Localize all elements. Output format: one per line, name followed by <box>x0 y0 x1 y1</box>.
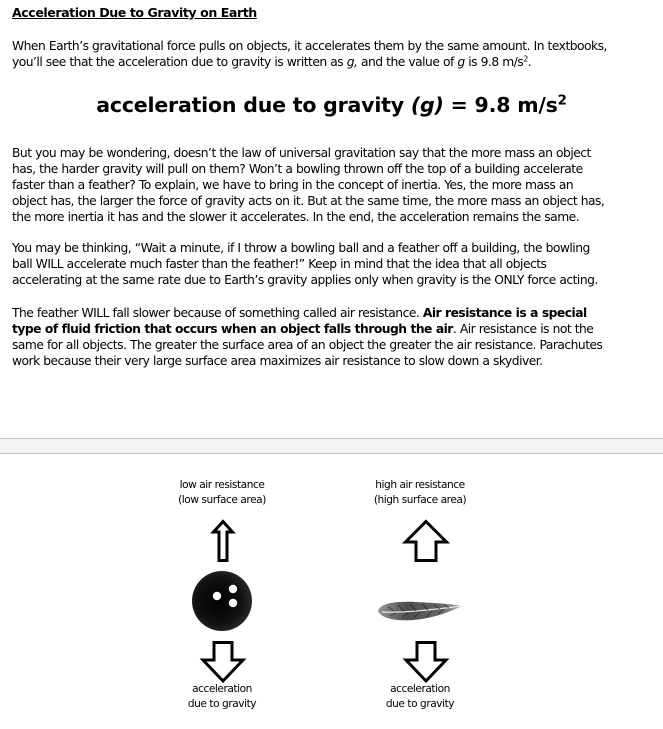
paragraph-line <box>12 54 657 70</box>
text-run: The feather WILL fall slower because of something called air resistance. <box>12 306 423 320</box>
label-line: due to gravity <box>385 698 455 710</box>
label-line: due to gravity <box>187 698 257 710</box>
label-line: acceleration <box>192 683 252 695</box>
high-air-resistance-label <box>360 478 480 508</box>
paragraph-line: You may be thinking, “Wait a minute, if I throw a bowling ball and a feather off a building, the bowling <box>12 241 590 255</box>
left-gravity-label <box>162 682 282 712</box>
page-break-separator <box>0 438 663 454</box>
formula-text: acceleration due to gravity <box>96 93 411 117</box>
text-run: is 9.8 m/s <box>464 55 524 69</box>
label-line: high air resistance <box>375 479 465 491</box>
right-gravity-label <box>360 682 480 712</box>
low-air-resistance-label <box>162 478 282 508</box>
paragraph-inertia <box>12 145 657 225</box>
left-down-arrow-icon <box>201 641 245 683</box>
formula-symbol: (g) <box>410 93 444 117</box>
paragraph-line: the more inertia it has and the slower it accelerates. In the end, the acceleration remains the same. <box>12 210 580 224</box>
large-up-arrow-icon <box>403 520 449 562</box>
gravity-formula <box>0 93 663 117</box>
bold-definition: Air resistance is a special <box>422 306 587 320</box>
paragraph-line: faster than a feather? To explain, we have to bring in the concept of inertia. Yes, the more mass an <box>12 178 574 192</box>
paragraph-line: object has, the larger the force of gravity acts on it. But at the same time, the more mass an object has, <box>12 194 605 208</box>
paragraph-line <box>12 321 657 337</box>
paragraph-line: same for all objects. The greater the surface area of an object the greater the air resistance. Parachutes <box>12 338 603 352</box>
paragraph-intro <box>12 38 657 70</box>
label-line: (low surface area) <box>178 494 266 506</box>
g-symbol: g, <box>346 55 358 69</box>
label-line: low air resistance <box>179 479 265 491</box>
paragraph-line: accelerating at the same rate due to Earth’s gravity applies only when gravity is the ONLY force acting. <box>12 273 598 287</box>
document-title: Acceleration Due to Gravity on Earth <box>12 5 257 20</box>
label-line: (high surface area) <box>373 494 467 506</box>
exponent: 2 <box>523 54 528 64</box>
right-down-arrow-icon <box>404 641 448 683</box>
paragraph-line: work because their very large surface area maximizes air resistance to slow down a skydiver. <box>12 354 543 368</box>
g-symbol: g <box>457 55 465 69</box>
paragraph-only-force <box>12 240 657 288</box>
text-run: . Air resistance is not the <box>452 322 594 336</box>
formula-exponent: 2 <box>557 93 567 109</box>
text-run: you’ll see that the acceleration due to gravity is written as <box>12 55 347 69</box>
feather-icon <box>374 596 466 626</box>
paragraph-line: But you may be wondering, doesn’t the law of universal gravitation say that the more mass an object <box>12 146 591 160</box>
small-up-arrow-icon <box>212 520 234 562</box>
text-run: . <box>527 55 532 69</box>
label-line: acceleration <box>390 683 450 695</box>
paragraph-line: When Earth’s gravitational force pulls on objects, it accelerates them by the same amount. In textbooks, <box>12 39 607 53</box>
paragraph-line: has, the harder gravity will pull on them? Won’t a bowling thrown off the top of a building accelerate <box>12 162 583 176</box>
bowling-ball-icon <box>190 569 254 633</box>
paragraph-air-resistance <box>12 305 657 369</box>
paragraph-line <box>12 305 657 321</box>
text-run: and the value of <box>357 55 458 69</box>
paragraph-line: ball WILL accelerate much faster than the feather!” Keep in mind that the idea that all objects <box>12 257 547 271</box>
formula-value: = 9.8 m/s <box>443 93 558 117</box>
bold-definition: type of fluid friction that occurs when an object falls through the air <box>12 322 453 336</box>
